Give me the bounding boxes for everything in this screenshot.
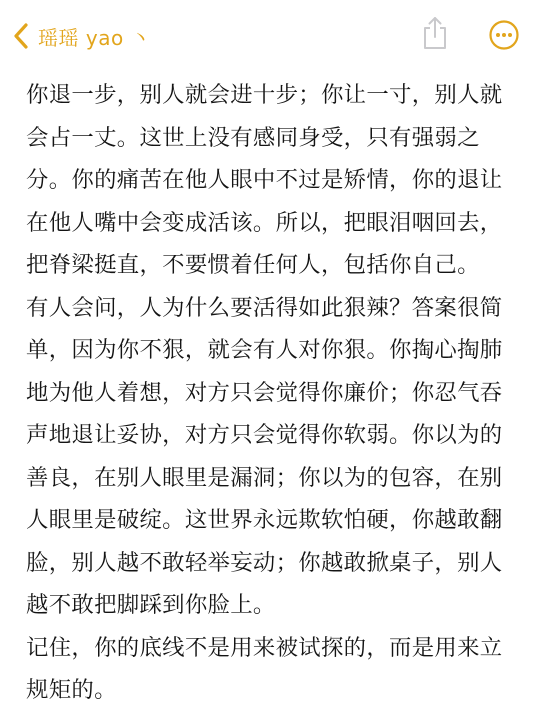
note-body[interactable] bbox=[26, 74, 522, 712]
more-circle-icon bbox=[488, 36, 520, 55]
note-paragraph: 记住，你的底线不是用来被试探的，而是用来立规矩的。 bbox=[26, 634, 503, 703]
note-paragraph: 有人会问，人为什么要活得如此狠辣？答案很简单，因为你不狠，就会有人对你狠。你掏心掏肺地为他人着想，对方只会觉得你廉价；你忍气吞声地退让妥协，对方只会觉得你软弱。你以为的善良，在别人眼里是漏洞；你以为的包容，在别人眼里是破绽。这世界永远欺软怕硬，你越敢翻脸，别人越不敢轻举妄动；你越敢掀桌子，别人越不敢把脚踩到你脸上。 bbox=[26, 294, 503, 618]
note-paragraph: 你退一步，别人就会进十步；你让一寸，别人就会占一丈。这世上没有感同身受，只有强弱之分。你的痛苦在他人眼中不过是矫情，你的退让在他人嘴中会变成活该。所以，把眼泪咽回去，把脊梁挺直，不要惯着任何人，包括你自己。 bbox=[26, 82, 503, 278]
back-button[interactable] bbox=[12, 18, 151, 54]
chevron-left-icon bbox=[12, 22, 30, 50]
navigation-bar bbox=[0, 0, 540, 72]
more-button[interactable] bbox=[488, 19, 520, 51]
back-label: 瑶瑶 yao 丶 bbox=[38, 25, 152, 50]
share-icon bbox=[420, 36, 450, 55]
share-button[interactable] bbox=[420, 15, 450, 51]
